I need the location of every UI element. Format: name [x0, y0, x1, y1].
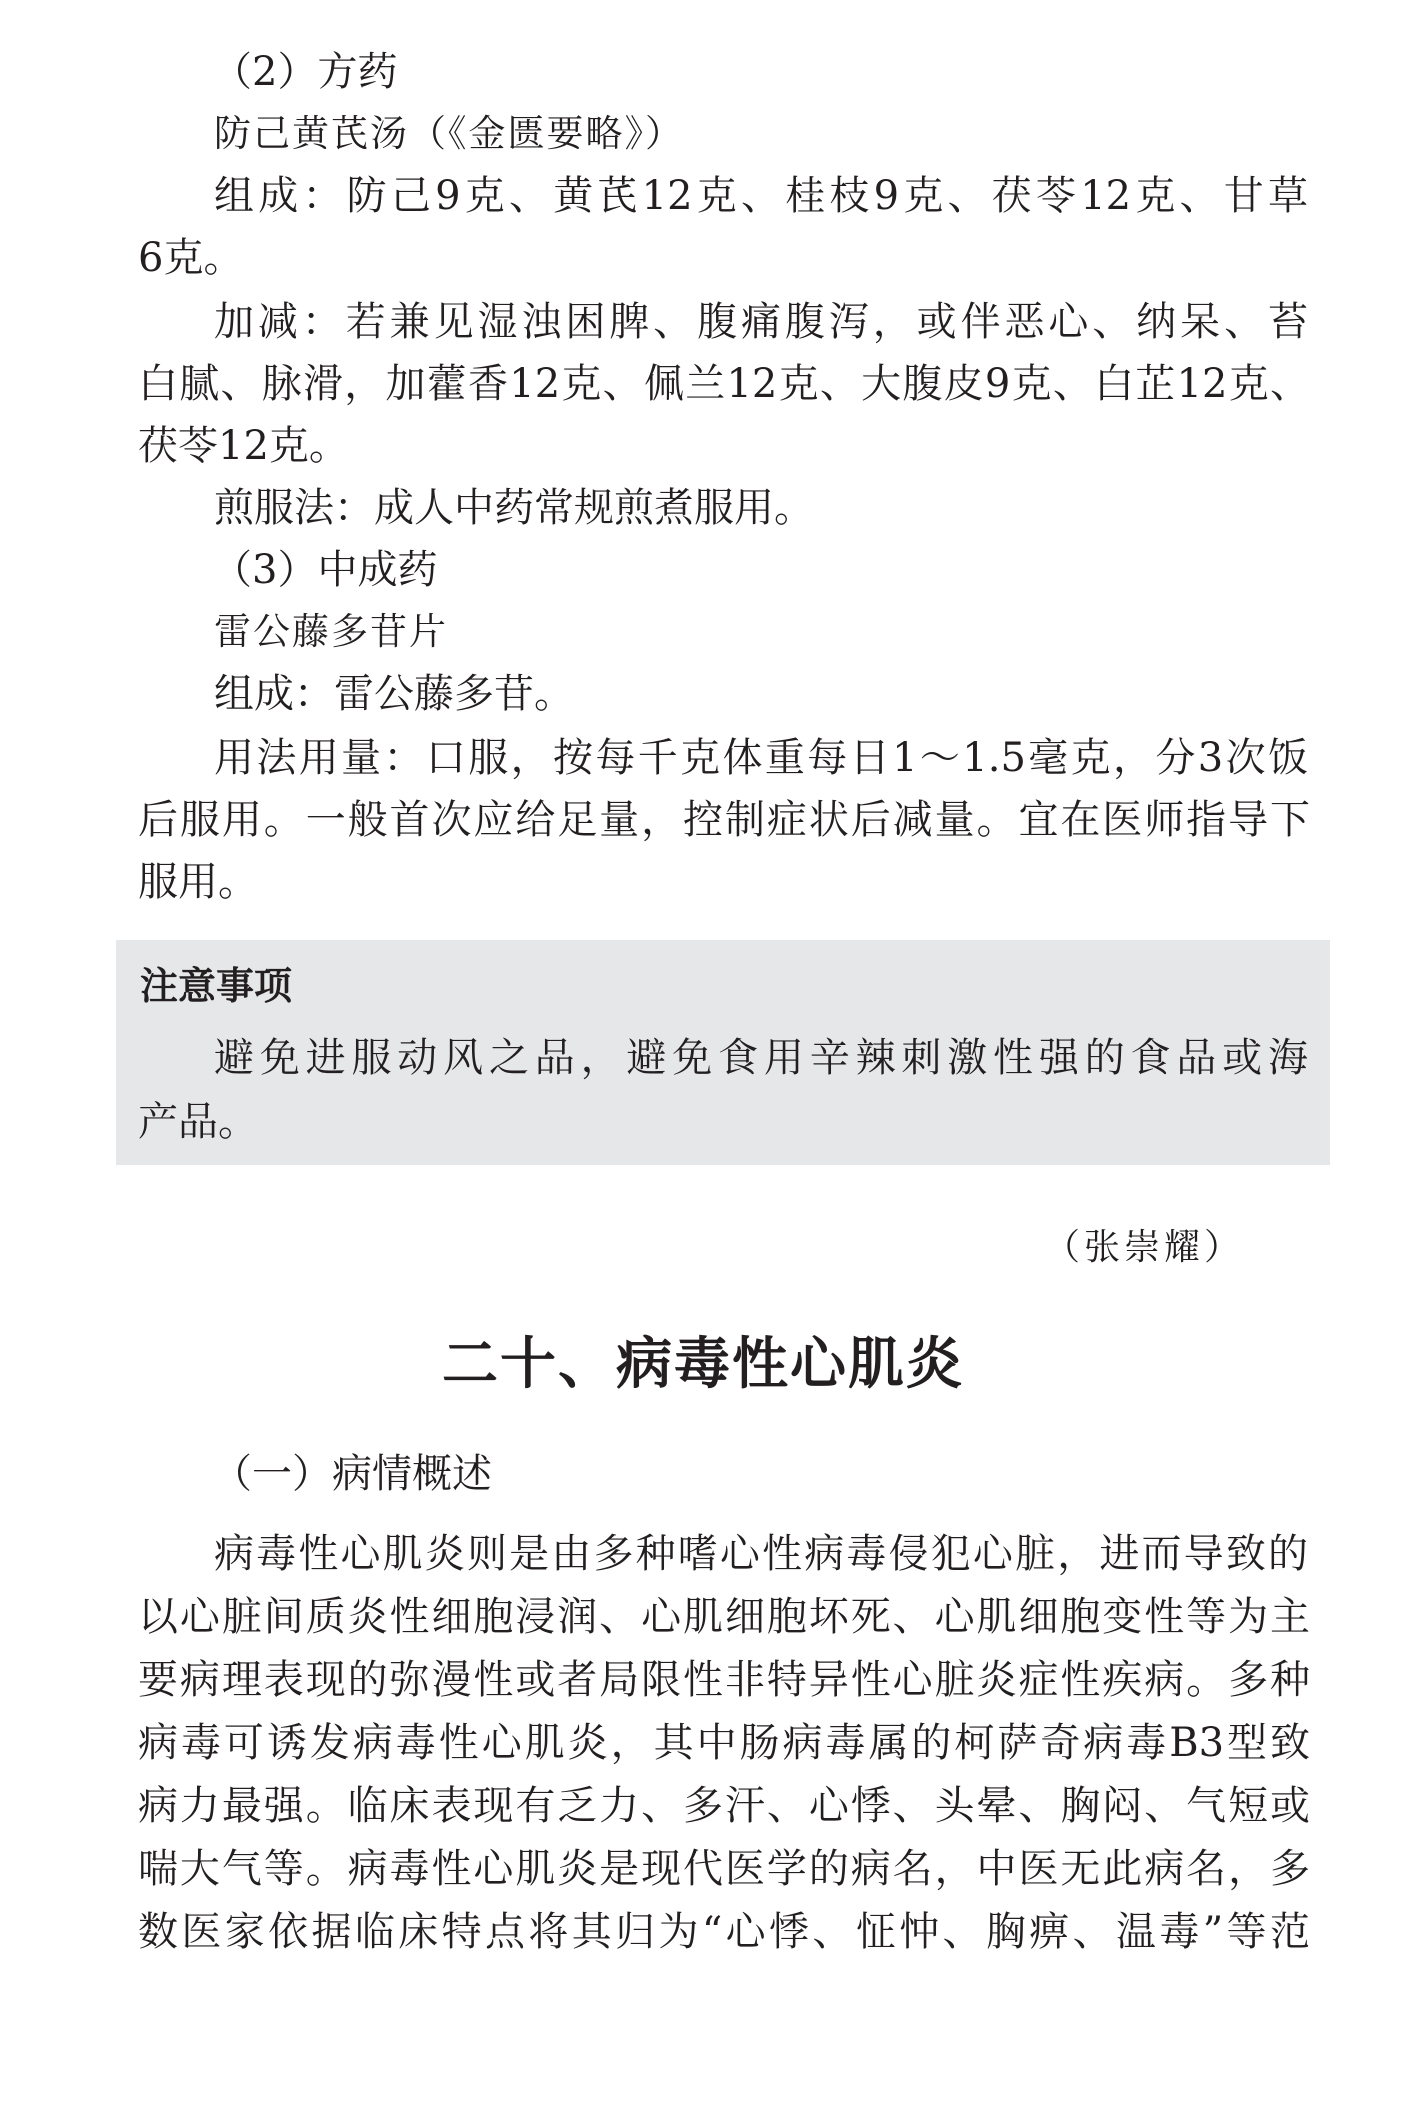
composition-line-2: 6克。: [138, 235, 244, 281]
modification-line-1: 加减：若兼见湿浊困脾、腹痛腹泻，或伴恶心、纳呆、苔: [214, 299, 1308, 345]
patent-medicine-composition: 组成：雷公藤多苷。: [214, 671, 574, 717]
notice-title: 注意事项: [140, 964, 293, 1008]
paragraph-line: 病毒可诱发病毒性心肌炎，其中肠病毒属的柯萨奇病毒B3型致: [138, 1720, 1310, 1766]
usage-line-3: 服用。: [138, 859, 258, 905]
notice-line-1: 避免进服动风之品，避免食用辛辣刺激性强的食品或海: [214, 1035, 1308, 1081]
usage-line-1: 用法用量：口服，按每千克体重每日1～1.5毫克，分3次饭: [214, 735, 1308, 781]
chapter-title: 二十、病毒性心肌炎: [442, 1332, 964, 1397]
modification-line-3: 茯苓12克。: [138, 423, 349, 469]
author-credit: （张崇耀）: [1044, 1227, 1245, 1268]
paragraph-line: 病力最强。临床表现有乏力、多汗、心悸、头晕、胸闷、气短或: [138, 1783, 1310, 1829]
paragraph-line: 以心脏间质炎性细胞浸润、心肌细胞坏死、心肌细胞变性等为主: [138, 1594, 1310, 1640]
paragraph-line: 数医家依据临床特点将其归为“心悸、怔忡、胸痹、温毒”等范: [138, 1909, 1310, 1955]
paragraph-line: 喘大气等。病毒性心肌炎是现代医学的病名，中医无此病名，多: [138, 1846, 1310, 1892]
formula-name: 防己黄芪汤（《金匮要略》）: [214, 112, 684, 155]
paragraph-line: 病毒性心肌炎则是由多种嗜心性病毒侵犯心脏，进而导致的: [214, 1531, 1308, 1577]
composition-line-1: 组成：防己9克、黄芪12克、桂枝9克、茯苓12克、甘草: [214, 173, 1308, 219]
notice-line-2: 产品。: [138, 1099, 258, 1145]
paragraph-line: 要病理表现的弥漫性或者局限性非特异性心脏炎症性疾病。多种: [138, 1657, 1310, 1703]
usage-line-2: 后服用。一般首次应给足量，控制症状后减量。宜在医师指导下: [138, 797, 1310, 843]
patent-medicine-heading: （3）中成药: [212, 547, 438, 593]
prescription-heading: （2）方药: [212, 49, 398, 95]
decoction-method: 煎服法：成人中药常规煎煮服用。: [214, 485, 814, 531]
patent-medicine-name: 雷公藤多苷片: [214, 610, 448, 653]
section-heading: （一）病情概述: [212, 1451, 492, 1497]
modification-line-2: 白腻、脉滑，加藿香12克、佩兰12克、大腹皮9克、白芷12克、: [138, 361, 1310, 407]
